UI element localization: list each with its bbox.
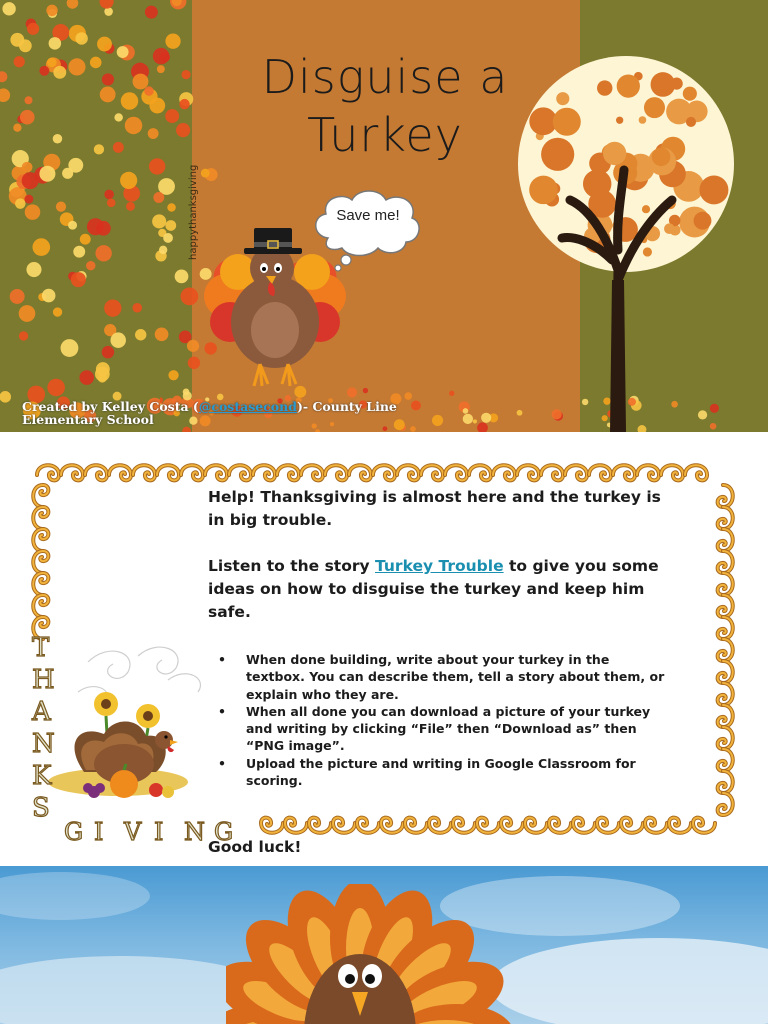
- confetti-dot: [157, 65, 165, 73]
- border-swirl: [718, 639, 733, 661]
- confetti-dot: [180, 288, 198, 306]
- border-swirl: [397, 465, 419, 480]
- confetti-dot: [79, 370, 94, 385]
- confetti-dot: [71, 272, 86, 287]
- border-swirl: [693, 818, 715, 833]
- confetti-dot: [149, 158, 165, 174]
- confetti-dot: [117, 46, 129, 58]
- confetti-dot: [175, 270, 189, 284]
- border-swirl: [33, 595, 48, 617]
- confetti-dot: [75, 32, 87, 44]
- border-swirl: [357, 818, 379, 833]
- border-swirl: [685, 465, 707, 480]
- title-slide[interactable]: [0, 0, 768, 432]
- confetti-dot: [68, 58, 85, 75]
- border-swirl: [429, 818, 451, 833]
- tree-dot: [699, 175, 728, 204]
- confetti-dot: [153, 48, 170, 65]
- confetti-dot: [121, 92, 138, 109]
- confetti-dot: [120, 172, 137, 189]
- confetti-dot: [110, 332, 126, 348]
- confetti-dot: [148, 128, 159, 139]
- bullet: •: [218, 652, 226, 667]
- turkey-slide[interactable]: [0, 866, 768, 1024]
- border-swirl: [381, 818, 403, 833]
- bullet: •: [218, 755, 226, 771]
- border-swirl: [421, 465, 443, 480]
- happy-thanksgiving-vertical: [168, 150, 202, 260]
- border-swirl: [501, 818, 523, 833]
- confetti-dot: [25, 204, 41, 220]
- thanks-letter: T: [32, 633, 50, 663]
- confetti-dot: [94, 144, 104, 154]
- border-swirl: [718, 705, 733, 727]
- credit-prefix: Created by Kelley Costa (: [22, 399, 199, 414]
- confetti-dot: [2, 2, 15, 15]
- confetti-dot: [10, 289, 25, 304]
- border-swirl: [205, 465, 227, 480]
- confetti-dot: [165, 34, 180, 49]
- tree-dot: [644, 97, 665, 118]
- tree-dot: [651, 72, 676, 97]
- confetti-dot: [102, 346, 115, 359]
- border-swirl: [669, 818, 691, 833]
- confetti-dot: [0, 391, 11, 403]
- list-item: [218, 755, 668, 790]
- confetti-dot: [47, 379, 64, 396]
- confetti-dot: [0, 71, 7, 82]
- tree-dot: [642, 205, 650, 213]
- confetti-dot: [152, 214, 166, 228]
- confetti-dot: [181, 70, 190, 79]
- tree-dot: [664, 223, 675, 234]
- story-prefix: Listen to the story: [208, 557, 376, 575]
- confetti-dot: [363, 388, 368, 393]
- confetti-dot: [53, 134, 63, 144]
- credit-line-2: Elementary School: [22, 412, 154, 427]
- border-swirl: [133, 465, 155, 480]
- giving-letter: V: [124, 818, 142, 846]
- giving-letter: G: [214, 818, 234, 846]
- border-swirl: [277, 465, 299, 480]
- confetti-dot: [90, 57, 102, 69]
- confetti-dot: [126, 202, 135, 211]
- tree-dot: [603, 142, 626, 165]
- border-swirl: [718, 529, 733, 551]
- border-swirl: [181, 465, 203, 480]
- border-swirl: [597, 818, 619, 833]
- list-item: [218, 651, 668, 703]
- giving-letter: I: [94, 818, 104, 846]
- cartoon-turkey-icon: [226, 884, 526, 1024]
- confetti-dot: [187, 340, 199, 352]
- bullet: •: [218, 703, 226, 719]
- tree-dot: [534, 186, 543, 195]
- tree-dot: [694, 212, 712, 230]
- confetti-dot: [404, 392, 412, 400]
- confetti-dot: [95, 245, 111, 261]
- credit-handle-link[interactable]: @costasecond: [198, 399, 297, 414]
- border-swirl: [333, 818, 355, 833]
- border-swirl: [718, 683, 733, 705]
- thanks-letter: A: [32, 697, 51, 727]
- confetti-dot: [125, 117, 142, 134]
- confetti-dot: [481, 413, 491, 423]
- confetti-dot: [39, 166, 55, 182]
- confetti-dot: [155, 327, 169, 341]
- border-swirl: [565, 465, 587, 480]
- confetti-dot: [410, 426, 416, 432]
- border-swirl: [61, 465, 83, 480]
- border-swirl: [621, 818, 643, 833]
- polka-dot-tree-icon: [512, 50, 742, 432]
- confetti-dot: [179, 99, 189, 109]
- border-swirl: [109, 465, 131, 480]
- confetti-dot: [67, 0, 79, 9]
- confetti-dot: [96, 221, 111, 236]
- border-swirl: [325, 465, 347, 480]
- speech-bubble-text: Save me!: [336, 207, 400, 224]
- confetti-dot: [68, 221, 77, 230]
- confetti-dot: [24, 96, 32, 104]
- confetti-dot: [159, 246, 167, 254]
- border-swirl: [301, 465, 323, 480]
- confetti-dot: [383, 426, 388, 431]
- border-swirl: [718, 617, 733, 639]
- border-swirl: [573, 818, 595, 833]
- slide-title: [220, 48, 550, 164]
- happy-thanksgiving-text: happythanksgiving: [188, 164, 199, 260]
- confetti-dot: [56, 202, 66, 212]
- border-swirl: [613, 465, 635, 480]
- confetti-dot: [97, 37, 112, 52]
- tree-dot: [643, 247, 652, 256]
- confetti-dot: [80, 234, 91, 245]
- tree-dot: [639, 116, 647, 124]
- border-swirl: [229, 465, 251, 480]
- turkey-trouble-link[interactable]: Turkey Trouble: [375, 557, 504, 575]
- border-swirl: [718, 485, 733, 507]
- confetti-dot: [19, 331, 28, 340]
- story-suffix: to give you some ideas on how to disguise the turkey and keep him safe.: [208, 557, 659, 621]
- title-line-2: Turkey: [307, 108, 463, 162]
- confetti-dot: [104, 300, 121, 317]
- giving-letter: G: [64, 818, 84, 846]
- confetti-dot: [32, 238, 50, 256]
- confetti-dot: [61, 339, 79, 357]
- confetti-dot: [26, 262, 41, 277]
- list-item: [218, 703, 668, 755]
- confetti-dot: [95, 367, 110, 382]
- border-swirl: [453, 818, 475, 833]
- thanks-letter: N: [32, 729, 55, 759]
- thanks-letter: K: [32, 761, 52, 791]
- tree-dot: [652, 148, 671, 167]
- tree-dot: [683, 87, 697, 101]
- confetti-dot: [114, 113, 122, 121]
- confetti-dot: [27, 23, 39, 35]
- confetti-dot: [20, 110, 35, 125]
- border-swirl: [637, 465, 659, 480]
- border-swirl: [253, 465, 275, 480]
- confetti-dot: [153, 192, 164, 203]
- confetti-dot: [22, 172, 39, 189]
- confetti-dot: [107, 199, 116, 208]
- border-swirl: [33, 529, 48, 551]
- tree-dot: [541, 138, 574, 171]
- border-swirl: [718, 595, 733, 617]
- confetti-dot: [201, 169, 210, 178]
- border-swirl: [349, 465, 371, 480]
- border-swirl: [85, 465, 107, 480]
- confetti-dot: [49, 37, 62, 50]
- border-swirl: [549, 818, 571, 833]
- thanks-letter: H: [32, 665, 55, 695]
- instructions-list: [218, 651, 668, 789]
- confetti-dot: [47, 58, 57, 68]
- title-line-1: Disguise a: [261, 50, 509, 104]
- border-swirl: [477, 818, 499, 833]
- credit-suffix: )- County Line: [296, 399, 397, 414]
- border-swirl: [517, 465, 539, 480]
- tree-dot: [529, 176, 558, 205]
- confetti-dot: [144, 86, 153, 95]
- tree-dot: [686, 117, 696, 127]
- confetti-dot: [15, 198, 26, 209]
- border-swirl: [718, 749, 733, 771]
- border-swirl: [718, 661, 733, 683]
- confetti-dot: [449, 391, 454, 396]
- confetti-dot: [100, 87, 116, 103]
- pilgrim-turkey-icon: [200, 226, 350, 392]
- confetti-dot: [135, 329, 146, 340]
- border-swirl: [469, 465, 491, 480]
- tree-dot: [597, 80, 612, 95]
- border-swirl: [285, 818, 307, 833]
- confetti-dot: [102, 73, 114, 85]
- border-swirl: [541, 465, 563, 480]
- border-swirl: [261, 818, 283, 833]
- confetti-dot: [39, 66, 49, 76]
- border-swirl: [718, 793, 733, 815]
- border-swirl: [445, 465, 467, 480]
- list-item-text: When done building, write about your turkey in the textbox. You can describe them, tell a story about them, or explain who they are.: [246, 652, 665, 702]
- confetti-dot: [13, 124, 21, 132]
- confetti-dot: [104, 190, 114, 200]
- border-swirl: [33, 551, 48, 573]
- border-swirl: [33, 507, 48, 529]
- border-swirl: [718, 507, 733, 529]
- confetti-dot: [100, 0, 114, 9]
- border-swirl: [718, 551, 733, 573]
- border-swirl: [37, 465, 59, 480]
- intro-paragraph: Help! Thanksgiving is almost here and the turkey is in big trouble.: [208, 488, 661, 529]
- giving-letter: N: [184, 818, 205, 846]
- border-swirl: [405, 818, 427, 833]
- border-swirl: [718, 727, 733, 749]
- border-swirl: [33, 485, 48, 507]
- tree-dot: [583, 170, 611, 198]
- border-swirl: [525, 818, 547, 833]
- confetti-dot: [165, 109, 179, 123]
- border-swirl: [493, 465, 515, 480]
- confetti-dot: [62, 168, 73, 179]
- list-item-text: Upload the picture and writing in Google Classroom for scoring.: [246, 755, 636, 789]
- border-swirl: [309, 818, 331, 833]
- confetti-dot: [73, 246, 85, 258]
- confetti-dot: [24, 195, 33, 204]
- instructions-content: [208, 486, 678, 624]
- border-swirl: [373, 465, 395, 480]
- confetti-dot: [113, 142, 124, 153]
- confetti-dot: [14, 56, 25, 67]
- giving-letter: I: [154, 818, 164, 846]
- thanksgiving-art-icon: [28, 632, 248, 847]
- confetti-dot: [22, 162, 33, 173]
- tree-dot: [556, 92, 569, 105]
- list-item-text: When all done you can download a picture of your turkey and writing by clicking “File” then “Download as” then “PNG image”.: [246, 703, 651, 754]
- instructions-slide[interactable]: [0, 432, 768, 866]
- confetti-dot: [53, 66, 66, 79]
- tree-dot: [617, 74, 640, 97]
- good-luck-text: Good luck!: [208, 838, 302, 856]
- confetti-dot: [53, 307, 62, 316]
- confetti-dot: [10, 33, 24, 47]
- thanks-letter: S: [32, 793, 50, 823]
- border-swirl: [718, 573, 733, 595]
- confetti-dot: [86, 261, 95, 270]
- confetti-dot: [19, 305, 36, 322]
- confetti-dot: [145, 6, 158, 19]
- border-swirl: [661, 465, 683, 480]
- credit-text: [22, 400, 482, 426]
- confetti-dot: [176, 123, 190, 137]
- confetti-dot: [46, 5, 57, 16]
- confetti-dot: [133, 74, 149, 90]
- confetti-dot: [42, 289, 56, 303]
- confetti-dot: [132, 303, 142, 313]
- confetti-dot: [149, 98, 165, 114]
- border-swirl: [157, 465, 179, 480]
- border-swirl: [718, 771, 733, 793]
- tree-dot: [553, 108, 581, 136]
- tree-dot: [616, 117, 623, 124]
- border-swirl: [589, 465, 611, 480]
- story-paragraph: [208, 555, 678, 624]
- border-swirl: [645, 818, 667, 833]
- border-swirl: [33, 573, 48, 595]
- confetti-dot: [0, 88, 10, 102]
